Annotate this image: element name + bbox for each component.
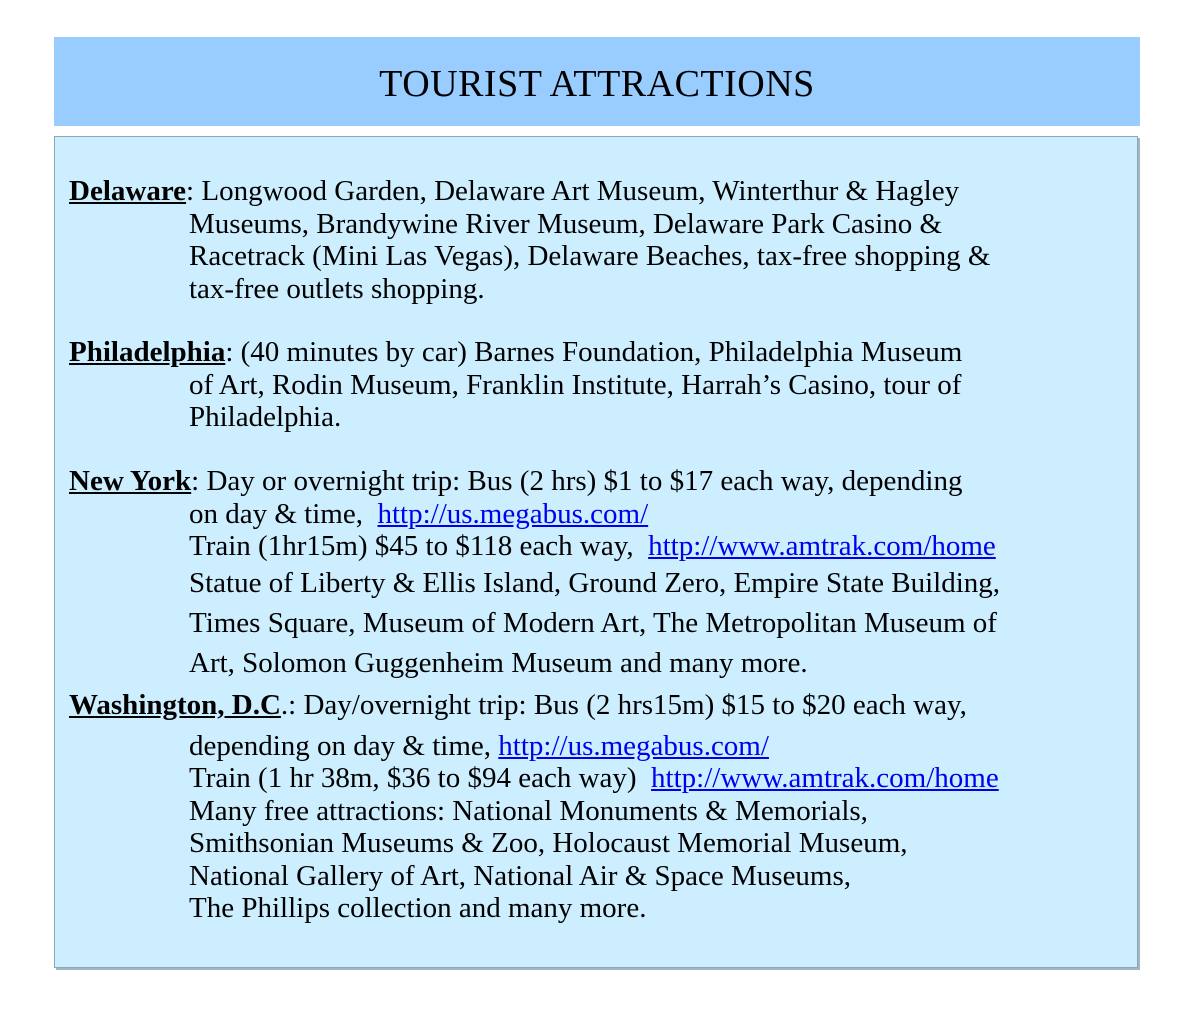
delaware-line-3: Racetrack (Mini Las Vegas), Delaware Beaches, tax-free shopping & [189,240,991,272]
title-banner [54,37,1140,126]
section-delaware [69,175,990,305]
page-title: TOURIST ATTRACTIONS [379,62,815,105]
new-york-line-2: on day & time, http://us.megabus.com/ [189,497,649,530]
new-york-line-5: Times Square, Museum of Modern Art, The Metropolitan Museum of [189,606,997,639]
washington-line-5: Smithsonian Museums & Zoo, Holocaust Memorial Museum, [189,827,908,859]
new-york-line-1: : Day or overnight trip: Bus (2 hrs) $1 to $17 each way, depending [191,465,963,497]
section-washington [69,689,999,925]
washington-line-7: The Phillips collection and many more. [189,892,647,924]
section-philadelphia [69,336,962,434]
amtrak-link-dc[interactable]: http://www.amtrak.com/home [651,762,999,794]
delaware-line-1: : Longwood Garden, Delaware Art Museum, Winterthur & Hagley [186,175,960,207]
washington-line-6: National Gallery of Art, National Air & Space Museums, [189,859,852,892]
section-new-york [69,465,1000,683]
amtrak-link[interactable]: http://www.amtrak.com/home [648,530,996,562]
washington-line-4: Many free attractions: National Monuments & Memorials, [189,794,868,827]
philadelphia-line-1: : (40 minutes by car) Barnes Foundation, Philadelphia Museum [225,336,963,368]
philadelphia-line-3: Philadelphia. [189,401,342,433]
heading-washington: Washington, D.C [69,689,281,721]
philadelphia-line-2: of Art, Rodin Museum, Franklin Institute, Harrah’s Casino, tour of [189,368,962,401]
delaware-line-4: tax-free outlets shopping. [189,272,485,305]
attractions-panel [54,136,1138,968]
megabus-link-dc[interactable]: http://us.megabus.com/ [498,729,769,762]
new-york-line-4: Statue of Liberty & Ellis Island, Ground Zero, Empire State Building, [189,566,1001,599]
heading-delaware: Delaware [69,175,187,207]
delaware-line-2: Museums, Brandywine River Museum, Delaware Park Casino & [189,207,943,240]
washington-line-1: .: Day/overnight trip: Bus (2 hrs15m) $15 to $20 each way, [280,689,967,721]
washington-line-3: Train (1 hr 38m, $36 to $94 each way) http://www.amtrak.com/home [189,762,999,794]
washington-line-2: depending on day & time, http://us.megabus.com/ [189,729,769,762]
megabus-link[interactable]: http://us.megabus.com/ [377,497,649,530]
heading-new-york: New York [69,465,192,497]
new-york-line-6: Art, Solomon Guggenheim Museum and many more. [189,646,808,679]
new-york-line-3: Train (1hr15m) $45 to $118 each way, http://www.amtrak.com/home [189,530,996,562]
heading-philadelphia: Philadelphia [69,336,226,368]
